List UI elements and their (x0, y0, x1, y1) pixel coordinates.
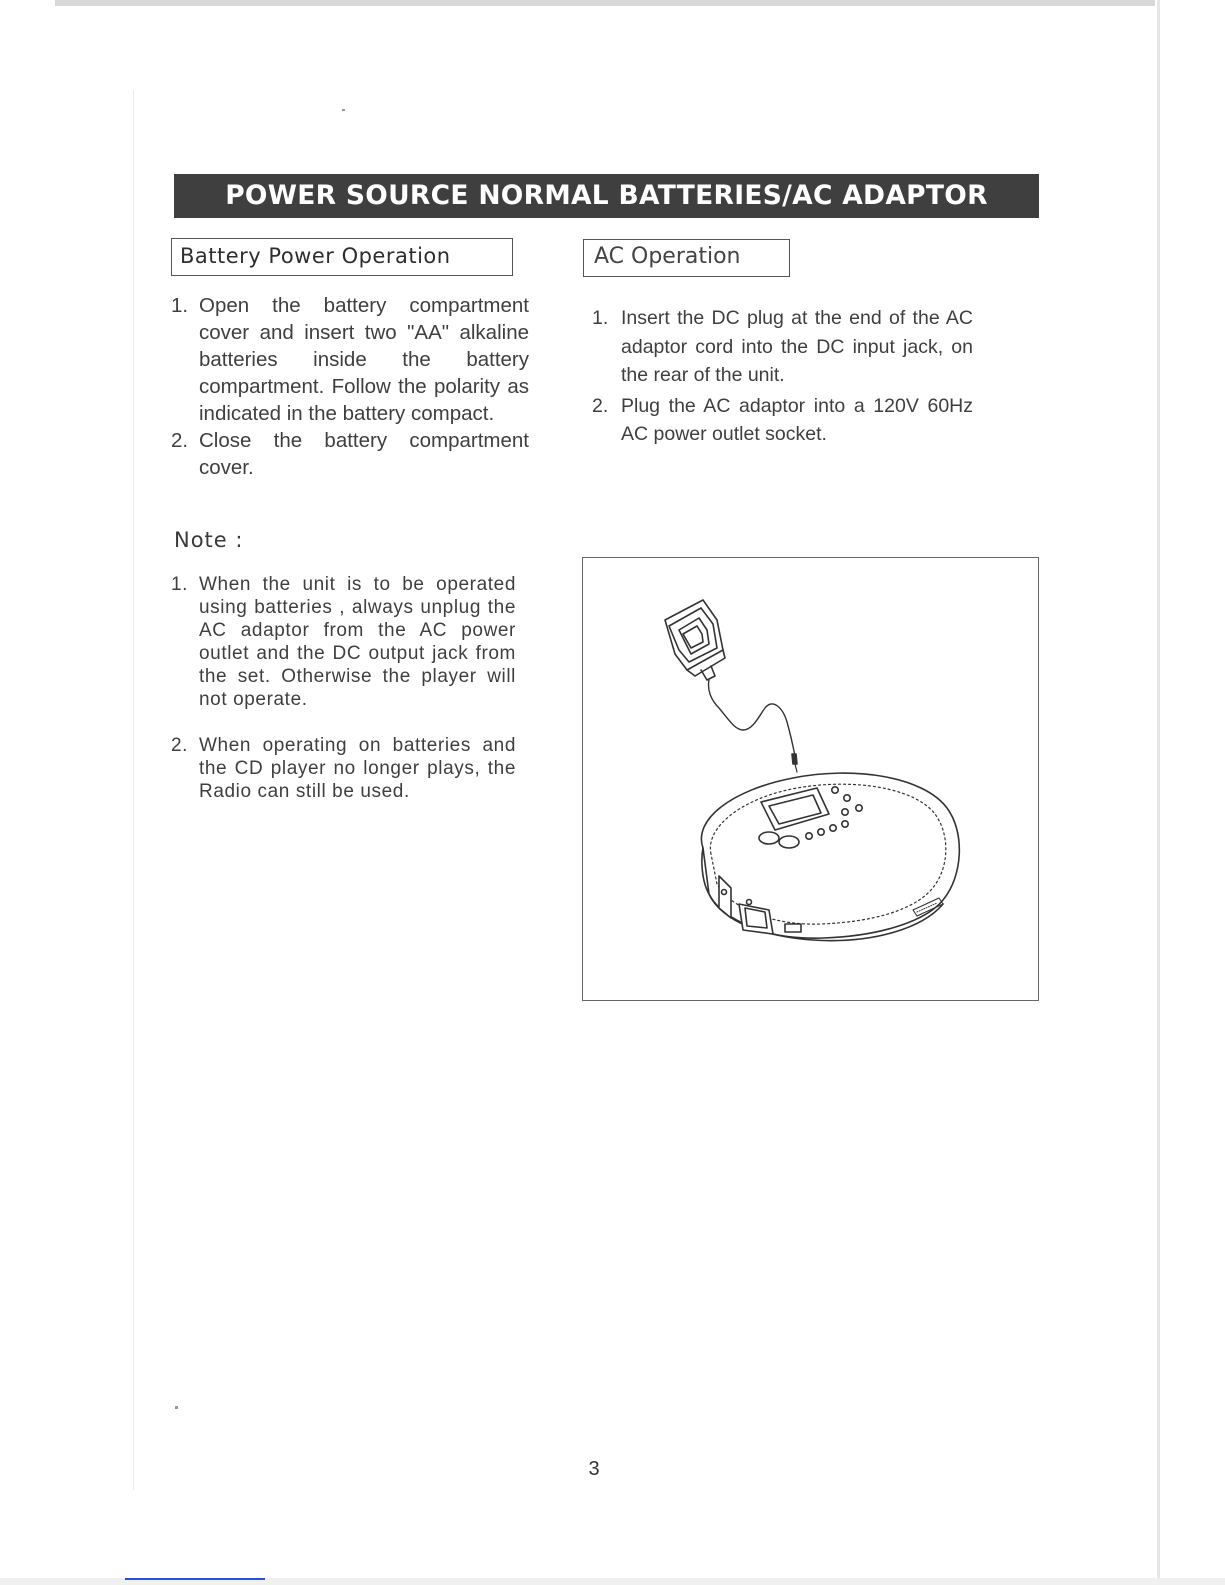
page-title: POWER SOURCE NORMAL BATTERIES/AC ADAPTOR (174, 174, 1039, 218)
list-item (171, 292, 529, 427)
scan-speck (175, 1406, 178, 1409)
item-text: When the unit is to be operated using batteries , always unplug the AC adaptor from the AC power outlet and the DC output jack from the set. Otherwise the player will not operate. (199, 574, 516, 710)
scan-artifact (125, 1578, 265, 1580)
list-item (171, 427, 529, 481)
battery-steps-list (171, 292, 529, 481)
ac-section-heading: AC Operation (583, 239, 790, 277)
list-item (171, 734, 516, 803)
note-heading: Note : (174, 528, 244, 552)
list-item (171, 573, 516, 711)
item-text: When operating on batteries and the CD player no longer plays, the Radio can still be used. (199, 735, 516, 802)
item-text: Insert the DC plug at the end of the AC adaptor cord into the DC input jack, on the rear of the unit. (621, 307, 973, 386)
ac-adaptor-icon (665, 600, 725, 680)
ac-steps-list (592, 304, 973, 449)
page-edge (1157, 0, 1160, 1585)
page-number: 3 (588, 1458, 600, 1480)
item-text: Plug the AC adaptor into a 120V 60Hz AC power outlet socket. (621, 394, 973, 445)
page-edge (55, 0, 1155, 6)
scan-speck (342, 109, 345, 111)
item-number: 1. (171, 294, 189, 317)
item-number: 1. (171, 574, 189, 595)
item-number: 2. (171, 735, 189, 756)
page-edge (133, 90, 134, 1490)
item-text: Close the battery compartment cover. (199, 429, 529, 479)
item-number: 2. (592, 394, 609, 417)
battery-section-heading: Battery Power Operation (171, 238, 513, 276)
item-number: 1. (592, 307, 609, 329)
cd-player-adaptor-drawing (583, 558, 1037, 999)
ac-adaptor-illustration (582, 557, 1039, 1001)
list-item (592, 304, 973, 390)
item-text: Open the battery compartment cover and insert two "AA" alkaline batteries inside the battery compartment. Follow the polarity as indicated in the battery compact. (199, 294, 529, 425)
cd-player-icon (701, 773, 959, 941)
list-item (592, 392, 973, 449)
item-number: 2. (171, 429, 189, 452)
note-list (171, 573, 516, 803)
